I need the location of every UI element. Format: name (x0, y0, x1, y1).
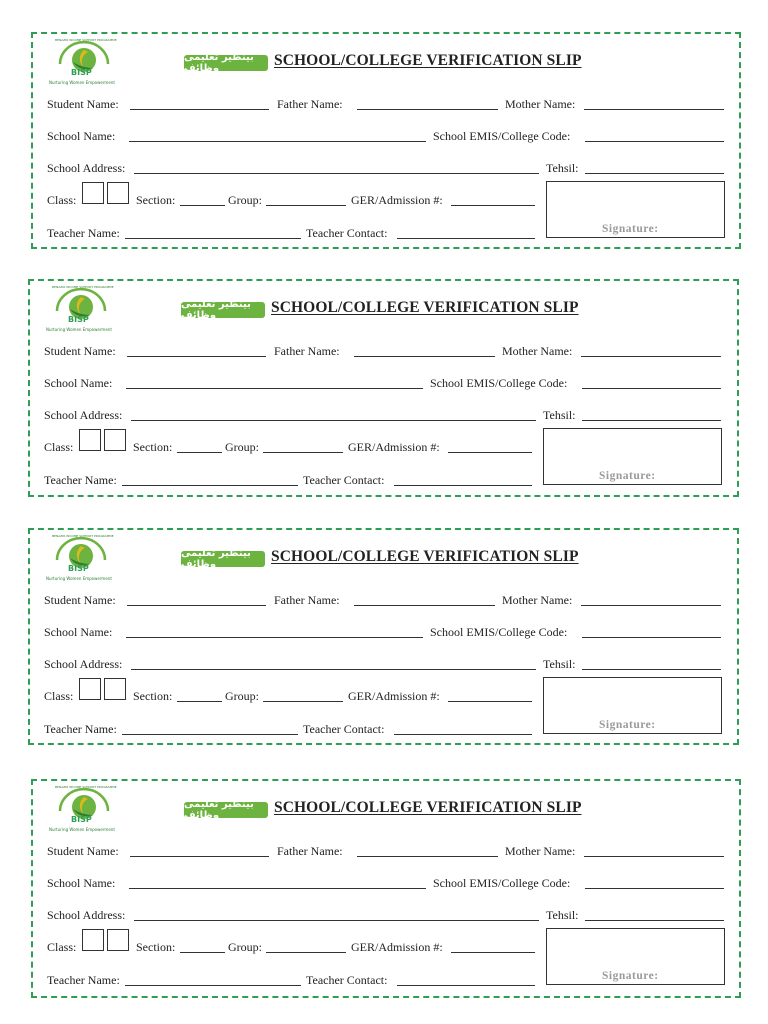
class-digit-box-1[interactable] (82, 182, 104, 204)
school-name-label: School Name: (47, 876, 116, 890)
teacher-name-label: Teacher Name: (44, 722, 117, 736)
emis-code-field[interactable] (585, 888, 724, 889)
slip-title: SCHOOL/COLLEGE VERIFICATION SLIP (271, 299, 579, 316)
logo-text: BISP (68, 315, 89, 324)
group-label: Group: (228, 193, 262, 207)
student-name-label: Student Name: (44, 344, 116, 358)
school-address-field[interactable] (134, 173, 539, 174)
teacher-contact-label: Teacher Contact: (303, 722, 385, 736)
logo-tagline: Nurturing Women Empowerment (49, 827, 115, 832)
signature-label: Signature: (602, 223, 659, 235)
logo-text: BISP (71, 815, 92, 824)
school-name-label: School Name: (44, 625, 113, 639)
teacher-contact-field[interactable] (397, 985, 535, 986)
school-name-field[interactable] (129, 141, 426, 142)
group-field[interactable] (266, 205, 346, 206)
ger-admission-label: GER/Admission #: (351, 940, 443, 954)
tehsil-field[interactable] (582, 669, 721, 670)
school-address-label: School Address: (47, 161, 126, 175)
school-address-field[interactable] (131, 420, 536, 421)
group-field[interactable] (263, 701, 343, 702)
student-name-field[interactable] (127, 605, 266, 606)
tehsil-field[interactable] (582, 420, 721, 421)
class-digit-box-1[interactable] (79, 429, 101, 451)
teacher-name-label: Teacher Name: (47, 226, 120, 240)
signature-label: Signature: (599, 719, 656, 731)
emis-code-field[interactable] (582, 637, 721, 638)
school-address-label: School Address: (47, 908, 126, 922)
group-label: Group: (228, 940, 262, 954)
father-name-label: Father Name: (274, 593, 340, 607)
signature-label: Signature: (599, 470, 656, 482)
mother-name-field[interactable] (581, 356, 721, 357)
verification-slip-2 (28, 279, 739, 497)
section-label: Section: (133, 440, 173, 454)
emis-code-label: School EMIS/College Code: (430, 376, 568, 390)
slip-title: SCHOOL/COLLEGE VERIFICATION SLIP (274, 52, 582, 69)
logo-arc-text: BENAZIR INCOME SUPPORT PROGRAMME (55, 38, 117, 42)
student-name-field[interactable] (130, 109, 269, 110)
class-digit-box-1[interactable] (82, 929, 104, 951)
teacher-contact-label: Teacher Contact: (303, 473, 385, 487)
emis-code-label: School EMIS/College Code: (430, 625, 568, 639)
section-field[interactable] (180, 952, 225, 953)
group-field[interactable] (263, 452, 343, 453)
urdu-program-tag: بینظیر تعلیمی وظائف (181, 302, 265, 318)
slip-title: SCHOOL/COLLEGE VERIFICATION SLIP (274, 799, 582, 816)
tehsil-field[interactable] (585, 173, 724, 174)
school-name-label: School Name: (47, 129, 116, 143)
emis-code-label: School EMIS/College Code: (433, 129, 571, 143)
section-field[interactable] (177, 701, 222, 702)
mother-name-field[interactable] (584, 856, 724, 857)
tehsil-field[interactable] (585, 920, 724, 921)
ger-admission-field[interactable] (448, 701, 532, 702)
tehsil-label: Tehsil: (543, 408, 576, 422)
class-label: Class: (44, 440, 74, 454)
student-name-label: Student Name: (47, 844, 119, 858)
teacher-name-field[interactable] (122, 485, 298, 486)
teacher-contact-label: Teacher Contact: (306, 226, 388, 240)
school-address-field[interactable] (131, 669, 536, 670)
school-address-label: School Address: (44, 657, 123, 671)
teacher-contact-field[interactable] (397, 238, 535, 239)
school-name-field[interactable] (126, 637, 423, 638)
teacher-name-field[interactable] (125, 985, 301, 986)
section-label: Section: (133, 689, 173, 703)
section-field[interactable] (177, 452, 222, 453)
emis-code-label: School EMIS/College Code: (433, 876, 571, 890)
slip-title: SCHOOL/COLLEGE VERIFICATION SLIP (271, 548, 579, 565)
father-name-label: Father Name: (277, 97, 343, 111)
class-label: Class: (47, 940, 77, 954)
verification-slip-4 (31, 779, 741, 998)
school-name-field[interactable] (126, 388, 423, 389)
signature-label: Signature: (602, 970, 659, 982)
verification-slip-3 (28, 528, 739, 745)
father-name-field[interactable] (354, 605, 495, 606)
bisp-logo (46, 285, 116, 339)
school-name-field[interactable] (129, 888, 426, 889)
logo-tagline: Nurturing Women Empowerment (49, 80, 115, 85)
urdu-program-tag: بینظیر تعلیمی وظائف (184, 55, 268, 71)
father-name-label: Father Name: (274, 344, 340, 358)
teacher-contact-field[interactable] (394, 734, 532, 735)
section-label: Section: (136, 193, 176, 207)
section-field[interactable] (180, 205, 225, 206)
mother-name-label: Mother Name: (502, 344, 573, 358)
school-name-label: School Name: (44, 376, 113, 390)
bisp-logo (49, 38, 119, 92)
ger-admission-field[interactable] (448, 452, 532, 453)
bisp-logo (49, 785, 119, 839)
ger-admission-label: GER/Admission #: (351, 193, 443, 207)
logo-tagline: Nurturing Women Empowerment (46, 327, 112, 332)
teacher-name-field[interactable] (125, 238, 301, 239)
logo-arc-text: BENAZIR INCOME SUPPORT PROGRAMME (52, 534, 114, 538)
father-name-field[interactable] (357, 109, 498, 110)
teacher-name-field[interactable] (122, 734, 298, 735)
class-digit-box-2[interactable] (107, 182, 129, 204)
ger-admission-field[interactable] (451, 952, 535, 953)
student-name-field[interactable] (127, 356, 266, 357)
teacher-name-label: Teacher Name: (44, 473, 117, 487)
group-label: Group: (225, 440, 259, 454)
teacher-name-label: Teacher Name: (47, 973, 120, 987)
class-label: Class: (47, 193, 77, 207)
tehsil-label: Tehsil: (546, 161, 579, 175)
ger-admission-label: GER/Admission #: (348, 689, 440, 703)
student-name-field[interactable] (130, 856, 269, 857)
mother-name-label: Mother Name: (505, 844, 576, 858)
mother-name-label: Mother Name: (505, 97, 576, 111)
logo-text: BISP (71, 68, 92, 77)
father-name-label: Father Name: (277, 844, 343, 858)
group-label: Group: (225, 689, 259, 703)
logo-text: BISP (68, 564, 89, 573)
class-digit-box-2[interactable] (107, 929, 129, 951)
urdu-program-tag: بینظیر تعلیمی وظائف (184, 802, 268, 818)
mother-name-field[interactable] (584, 109, 724, 110)
group-field[interactable] (266, 952, 346, 953)
urdu-program-tag: بینظیر تعلیمی وظائف (181, 551, 265, 567)
verification-slip-1 (31, 32, 741, 249)
student-name-label: Student Name: (47, 97, 119, 111)
class-digit-box-1[interactable] (79, 678, 101, 700)
mother-name-field[interactable] (581, 605, 721, 606)
ger-admission-field[interactable] (451, 205, 535, 206)
tehsil-label: Tehsil: (543, 657, 576, 671)
father-name-field[interactable] (357, 856, 498, 857)
class-label: Class: (44, 689, 74, 703)
ger-admission-label: GER/Admission #: (348, 440, 440, 454)
emis-code-field[interactable] (582, 388, 721, 389)
student-name-label: Student Name: (44, 593, 116, 607)
father-name-field[interactable] (354, 356, 495, 357)
teacher-contact-field[interactable] (394, 485, 532, 486)
logo-arc-text: BENAZIR INCOME SUPPORT PROGRAMME (55, 785, 117, 789)
mother-name-label: Mother Name: (502, 593, 573, 607)
class-digit-box-2[interactable] (104, 429, 126, 451)
tehsil-label: Tehsil: (546, 908, 579, 922)
logo-arc-text: BENAZIR INCOME SUPPORT PROGRAMME (52, 285, 114, 289)
section-label: Section: (136, 940, 176, 954)
teacher-contact-label: Teacher Contact: (306, 973, 388, 987)
class-digit-box-2[interactable] (104, 678, 126, 700)
emis-code-field[interactable] (585, 141, 724, 142)
logo-tagline: Nurturing Women Empowerment (46, 576, 112, 581)
school-address-label: School Address: (44, 408, 123, 422)
bisp-logo (46, 534, 116, 588)
school-address-field[interactable] (134, 920, 539, 921)
